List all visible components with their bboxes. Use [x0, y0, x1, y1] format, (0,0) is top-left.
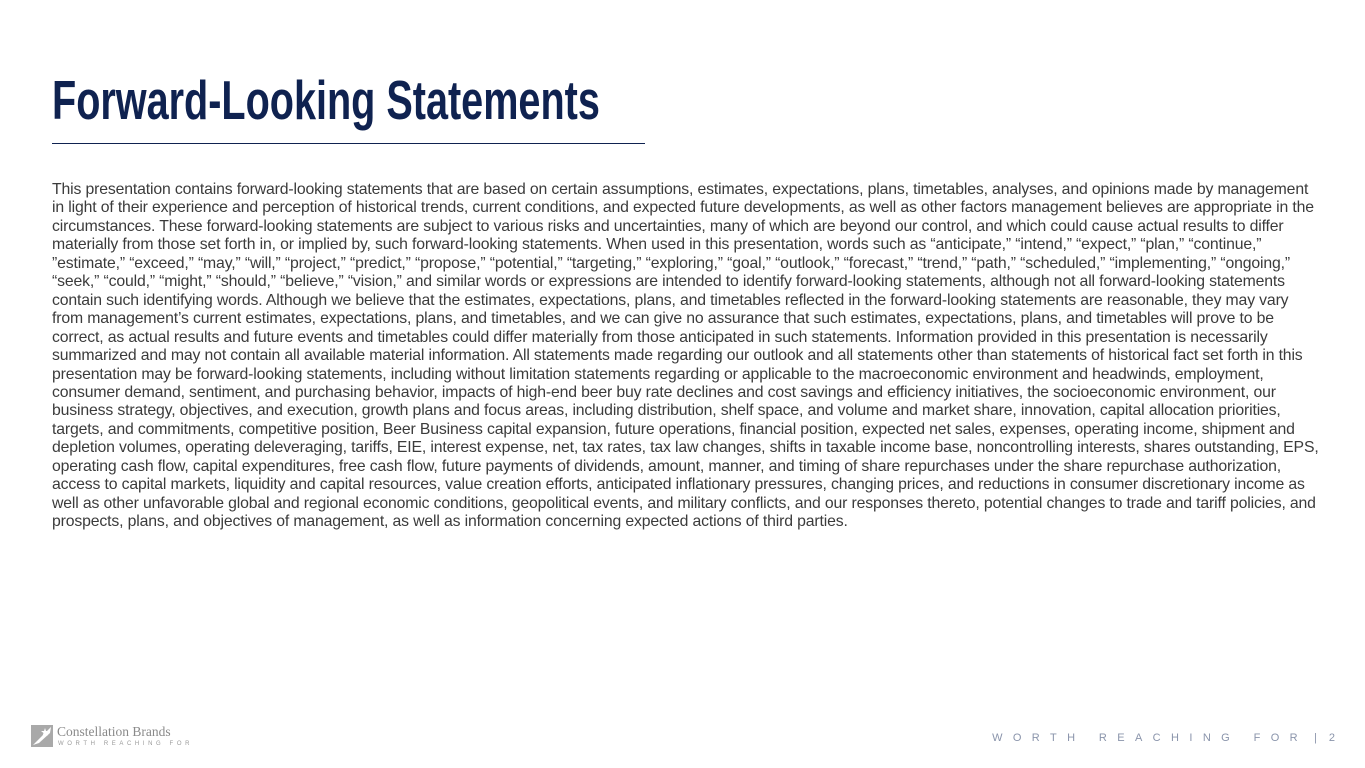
constellation-star-logo-icon: [31, 725, 53, 747]
logo-company-name: Constellation Brands: [57, 724, 171, 739]
slide-title: Forward-Looking Statements: [52, 69, 600, 131]
page-number: 2: [1328, 732, 1335, 744]
footer-right: [992, 731, 1335, 745]
footer-separator: |: [1314, 732, 1317, 744]
footer-tagline: WORTH REACHING FOR: [992, 732, 1309, 744]
company-logo: [31, 724, 231, 750]
disclaimer-paragraph: This presentation contains forward-looking statements that are based on certain assumptions, estimates, expectations, plans, timetables, analyses, and opinions made by management in light of their experience and perception of historical trends, current conditions, and expected future developments, as well as other factors management believes are appropriate in the circumstances. These forward-looking statements are subject to various risks and uncertainties, many of which are beyond our control, and which could cause actual results to differ materially from those set forth in, or implied by, such forward-looking statements. When used in this presentation, words such as “anticipate,” “intend,” “expect,” “plan,” “continue,” ”estimate,” “exceed,” “may,” “will,” “project,” “predict,” “propose,” “potential,” “targeting,” “exploring,” “goal,” “outlook,” “forecast,” “trend,” “path,” “scheduled,” “implementing,” “ongoing,” “seek,” “could,” “might,” “should,” “believe,” “vision,” and similar words or expressions are intended to identify forward-looking statements, although not all forward-looking statements contain such identifying words. Although we believe that the estimates, expectations, plans, and timetables reflected in the forward-looking statements are reasonable, they may vary from management’s current estimates, expectations, plans, and timetables, and we can give no assurance that such estimates, expectations, plans, and timetables will prove to be correct, as actual results and future events and timetables could differ materially from those anticipated in such statements. Information provided in this presentation is necessarily summarized and may not contain all available material information. All statements made regarding our outlook and all statements other than statements of historical fact set forth in this presentation may be forward-looking statements, including without limitation statements regarding or applicable to the macroeconomic environment and headwinds, employment, consumer demand, sentiment, and purchasing behavior, impacts of high-end beer buy rate declines and cost savings and efficiency initiatives, the socioeconomic environment, our business strategy, objectives, and execution, growth plans and focus areas, including distribution, shelf space, and volume and market share, innovation, capital allocation priorities, targets, and commitments, competitive position, Beer Business capital expansion, future operations, financial position, expected net sales, expenses, operating income, shipment and depletion volumes, operating deleveraging, tariffs, EIE, interest expense, net, tax rates, tax law changes, shifts in taxable income base, noncontrolling interests, shares outstanding, EPS, operating cash flow, capital expenditures, free cash flow, future payments of dividends, amount, manner, and timing of share repurchases under the share repurchase authorization, access to capital markets, liquidity and capital resources, value creation efforts, anticipated inflationary pressures, changing prices, and reductions in consumer discretionary income as well as other unfavorable global and regional economic conditions, geopolitical events, and military conflicts, and our responses thereto, potential changes to trade and tariff policies, and prospects, plans, and objectives of management, as well as information concerning expected actions of third parties.: [52, 181, 1319, 531]
logo-tagline: WORTH REACHING FOR: [58, 741, 194, 747]
title-underline: [52, 143, 645, 144]
